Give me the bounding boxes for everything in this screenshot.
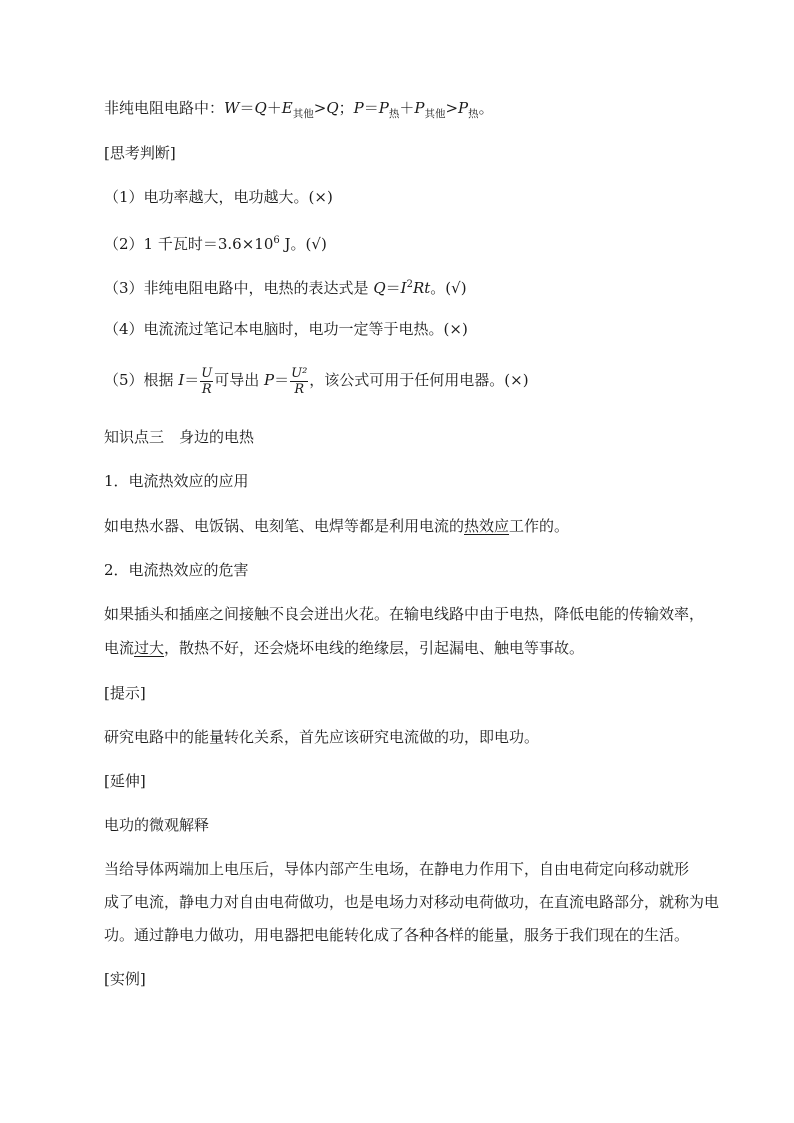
section-2-heading: 2．电流热效应的危害 bbox=[104, 561, 249, 579]
period: 。 bbox=[478, 99, 494, 117]
tip-text: 研究电路中的能量转化关系，首先应该研究电流做的功，即电功。 bbox=[104, 728, 540, 746]
judge-item-4: （4）电流流过笔记本电脑时，电功一定等于电热。(×) bbox=[104, 320, 468, 338]
symbol-P: P bbox=[458, 99, 469, 117]
symbol-I: I bbox=[178, 371, 185, 389]
tip-heading: [提示] bbox=[104, 684, 146, 702]
subscript-heat: 热 bbox=[468, 108, 479, 120]
example-heading: [实例] bbox=[104, 970, 146, 988]
plus-sign: ＋ bbox=[399, 99, 415, 117]
subscript-heat: 热 bbox=[388, 108, 400, 120]
judge-item-5 bbox=[104, 360, 724, 400]
extension-line-2: 成了电流，静电力对自由电荷做功，也是电场力对移动电荷做功，在直流电路部分，就称为电 bbox=[104, 893, 720, 911]
fraction-denominator: R bbox=[294, 381, 305, 397]
judge-item-2 bbox=[104, 229, 724, 253]
item3-text: （3）非纯电阻电路中，电热的表达式是 bbox=[104, 279, 374, 297]
section-1-text bbox=[104, 514, 724, 538]
section-2-line-1: 如果插头和插座之间接触不良会迸出火花。在输电线路中由于电热，降低电能的传输效率， bbox=[104, 605, 705, 623]
symbol-Q: Q bbox=[326, 99, 339, 117]
fraction-U2-over-R bbox=[290, 366, 308, 397]
section-2-suffix: ，散热不好，还会烧坏电线的绝缘层，引起漏电、触电等事故。 bbox=[164, 639, 585, 657]
item5-tail: ，该公式可用于任何用电器。(×) bbox=[309, 371, 529, 389]
fraction-numerator: U² bbox=[291, 365, 308, 381]
symbol-Rt: Rt bbox=[412, 279, 431, 297]
formula-prefix: 非纯电阻电路中： bbox=[104, 99, 225, 117]
underlined-answer-too-large: 过大 bbox=[134, 639, 165, 657]
symbol-W: W bbox=[224, 99, 240, 117]
fraction-U-over-R bbox=[200, 366, 213, 397]
symbol-Q: Q bbox=[254, 99, 267, 117]
item5-mid-text: 可导出 bbox=[214, 371, 265, 389]
greater-sign: > bbox=[313, 99, 327, 117]
symbol-P: P bbox=[414, 99, 425, 117]
symbol-P: P bbox=[264, 371, 275, 389]
extension-heading: [延伸] bbox=[104, 772, 146, 790]
equals-sign: ＝ bbox=[363, 99, 379, 117]
judge-item-1: （1）电功率越大，电功越大。(×) bbox=[104, 188, 333, 206]
equals-sign: ＝ bbox=[385, 279, 401, 297]
extension-line-3: 功。通过静电力做功，用电器把电能转化成了各种各样的能量，服务于我们现在的生活。 bbox=[104, 926, 690, 944]
underlined-answer-heat-effect: 热效应 bbox=[464, 517, 510, 535]
subscript-other: 其他 bbox=[292, 108, 314, 120]
extension-line-1: 当给导体两端加上电压后，导体内部产生电场，在静电力作用下，自由电荷定向移动就形 bbox=[104, 860, 690, 878]
item2-tail: J。(√) bbox=[279, 235, 327, 253]
extension-title: 电功的微观解释 bbox=[104, 816, 210, 834]
subscript-other: 其他 bbox=[424, 108, 446, 120]
equals-sign: ＝ bbox=[184, 371, 200, 389]
section-1-prefix: 如电热水器、电饭锅、电刻笔、电焊等都是利用电流的 bbox=[104, 517, 465, 535]
item2-exponent: 6 bbox=[273, 235, 280, 246]
plus-sign: ＋ bbox=[266, 99, 282, 117]
think-judge-heading: [思考判断] bbox=[104, 144, 176, 162]
item3-tail: 。(√) bbox=[430, 279, 467, 297]
item5-text: （5）根据 bbox=[104, 371, 179, 389]
item2-text: （2）1 千瓦时＝3.6×10 bbox=[104, 235, 274, 253]
equals-sign: ＝ bbox=[274, 371, 290, 389]
section-2-prefix: 电流 bbox=[104, 639, 135, 657]
section-1-heading: 1．电流热效应的应用 bbox=[104, 472, 249, 490]
section-2-line-2 bbox=[104, 636, 724, 660]
symbol-I: I bbox=[400, 279, 407, 297]
greater-sign: > bbox=[445, 99, 459, 117]
symbol-E: E bbox=[281, 99, 293, 117]
judge-item-3 bbox=[104, 273, 724, 297]
equals-sign: ＝ bbox=[239, 99, 255, 117]
item3-exponent: 2 bbox=[406, 279, 413, 290]
symbol-Q: Q bbox=[373, 279, 386, 297]
separator: ； bbox=[338, 99, 354, 117]
formula-line-nonpure-circuit bbox=[104, 96, 724, 120]
knowledge-point-3-heading: 知识点三 身边的电热 bbox=[104, 428, 255, 446]
symbol-P: P bbox=[378, 99, 389, 117]
section-1-suffix: 工作的。 bbox=[509, 517, 570, 535]
fraction-numerator: U bbox=[201, 365, 213, 381]
fraction-denominator: R bbox=[201, 381, 212, 397]
symbol-P: P bbox=[353, 99, 364, 117]
